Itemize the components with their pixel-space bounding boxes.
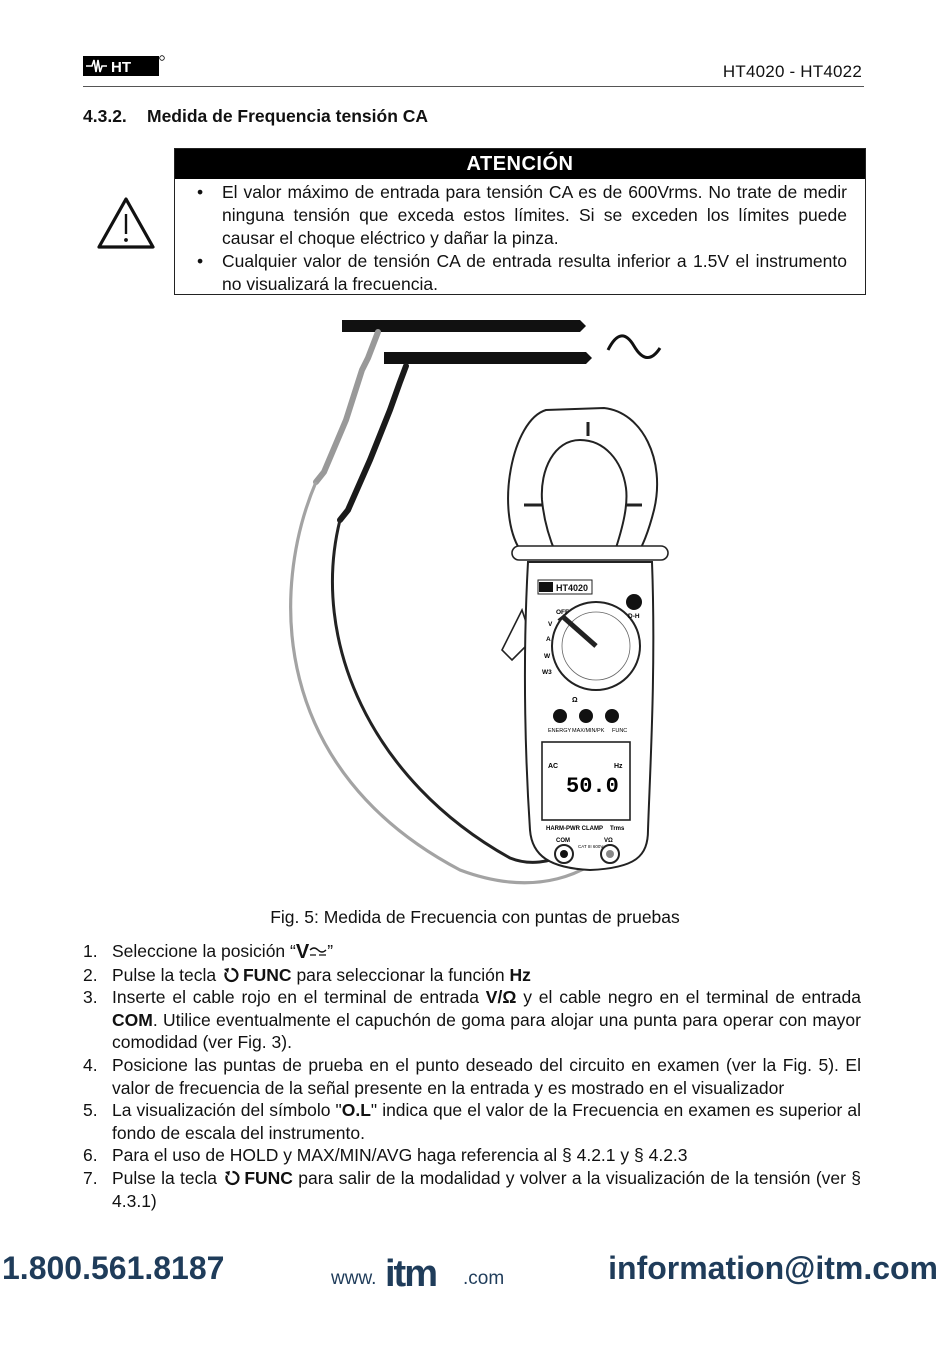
step-number: 1. — [83, 941, 98, 961]
lcd-reading: 50.0 — [566, 774, 619, 799]
step-text: Posicione las puntas de prueba en el punto deseado del circuito en examen (ver la Fig. 5). El valor de frecuencia de la señal presente en la entrada y es mostrado en el visualizador — [112, 1054, 861, 1098]
step-text: para salir de la modalidad y volver a la visualización de la tensión (ver § 4.3.1) — [112, 1167, 861, 1211]
hz-label: Hz — [509, 964, 531, 985]
warning-item: • El valor máximo de entrada para tensión CA es de 600Vrms. No trate de medir ninguna tensión que exceda estos límites. Si se exceden los límites puede causar el choque eléctrico y dañar la pinza. — [197, 181, 847, 250]
func-key: FUNC — [242, 964, 292, 985]
warning-box — [174, 148, 866, 295]
lcd-hz: Hz — [614, 763, 623, 770]
ht-logo — [83, 54, 165, 78]
dial-w: W — [544, 653, 551, 660]
step-item — [83, 1167, 861, 1212]
logo-text: HT — [111, 59, 131, 76]
itm-logo-text: itm — [385, 1256, 436, 1290]
dial-off: OFF — [556, 609, 569, 616]
clamp-jaw — [508, 408, 657, 554]
conductor-lower — [384, 352, 592, 364]
section-title-text: Medida de Frequencia tensión CA — [147, 106, 429, 126]
warning-item: • Cualquier valor de tensión CA de entrada resulta inferior a 1.5V el instrumento no visualizará la frecuencia. — [197, 250, 847, 296]
func-cycle-icon — [224, 1170, 241, 1186]
itm-logo — [385, 1256, 461, 1290]
step-item — [83, 1099, 861, 1144]
step-text: Inserte el cable rojo en el terminal de entrada — [112, 987, 486, 1008]
dial-hold: D-H — [628, 613, 640, 620]
clamp-label: HARM-PWR CLAMP — [546, 826, 603, 832]
step-text: Seleccione la posición “ — [112, 941, 296, 961]
section-title — [83, 106, 428, 127]
energy-button — [553, 709, 567, 723]
step-item — [83, 964, 861, 987]
steps-list — [83, 940, 861, 1212]
web-suffix: .com — [463, 1268, 505, 1289]
voltage-symbol: V — [295, 941, 310, 963]
cat-label: CAT III 600V — [578, 844, 604, 849]
footer-email[interactable]: information@itm.com — [608, 1250, 938, 1286]
step-text: . Utilice eventualmente el capuchón de goma para alojar una punta para operar con mayor comodidad (ver Fig. 3). — [112, 1009, 861, 1053]
label-energy: ENERGY — [548, 728, 572, 734]
ac-sine-symbol — [608, 336, 660, 358]
step-item — [83, 986, 861, 1054]
step-item — [83, 1054, 861, 1099]
device-model: HT4020 — [556, 583, 589, 593]
warning-triangle-icon — [96, 196, 156, 250]
step-text: Para el uso de HOLD y MAX/MIN/AVG haga referencia al § 4.2.1 y § 4.2.3 — [112, 1145, 688, 1166]
step-number: 6. — [83, 1145, 98, 1166]
page-header — [83, 50, 864, 87]
step-number: 2. — [83, 964, 98, 985]
func-button — [605, 709, 619, 723]
trms-label: Trms — [610, 826, 625, 832]
label-func: FUNC — [612, 728, 628, 734]
figure-caption: Fig. 5: Medida de Frecuencia con puntas de pruebas — [270, 907, 680, 927]
clamp-meter-figure — [250, 310, 700, 900]
terminal-com: COM — [112, 1009, 153, 1030]
func-key: FUNC — [244, 1167, 293, 1188]
dial-v: V — [548, 621, 553, 628]
step-number: 5. — [83, 1100, 98, 1121]
warning-body — [175, 179, 865, 296]
step-number: 7. — [83, 1167, 98, 1188]
terminal-v: V/Ω — [485, 987, 517, 1008]
step-text: ” — [327, 941, 334, 961]
step-text: Pulse la tecla — [112, 964, 217, 985]
dial-w3: W3 — [542, 669, 552, 676]
label-maxmin: MAX/MIN/PK — [572, 728, 605, 734]
hold-button — [626, 594, 642, 610]
section-number: 4.3.2. — [83, 106, 127, 126]
lcd-ac: AC — [548, 763, 559, 770]
step-text: " indica que el valor de la Frecuencia en examen es superior al fondo de escala del instrumento. — [112, 1100, 861, 1143]
web-prefix: www. — [331, 1268, 377, 1289]
com-label: COM — [556, 838, 570, 844]
step-text: La visualización del símbolo " — [112, 1100, 342, 1121]
dial-ohm: Ω — [572, 697, 578, 704]
step-text: y el cable negro en el terminal de entrada — [516, 987, 861, 1008]
step-text: para seleccionar la función — [291, 964, 510, 985]
footer-phone[interactable]: 1.800.561.8187 — [2, 1250, 225, 1286]
step-item — [83, 1144, 861, 1167]
step-number: 4. — [83, 1054, 98, 1075]
page-footer — [0, 1248, 950, 1292]
ac-dc-symbol-icon — [309, 946, 327, 958]
maxmin-button — [579, 709, 593, 723]
ol-symbol: O.L — [341, 1100, 371, 1121]
step-text: Pulse la tecla — [112, 1167, 217, 1188]
warning-title: ATENCIÓN — [175, 149, 865, 179]
dial-a: A — [546, 636, 551, 643]
v-label: VΩ — [604, 838, 613, 844]
black-probe — [340, 366, 406, 520]
step-number: 3. — [83, 987, 98, 1008]
step-item — [83, 940, 861, 964]
func-cycle-icon — [223, 967, 240, 983]
model-name: HT4020 - HT4022 — [722, 62, 862, 81]
